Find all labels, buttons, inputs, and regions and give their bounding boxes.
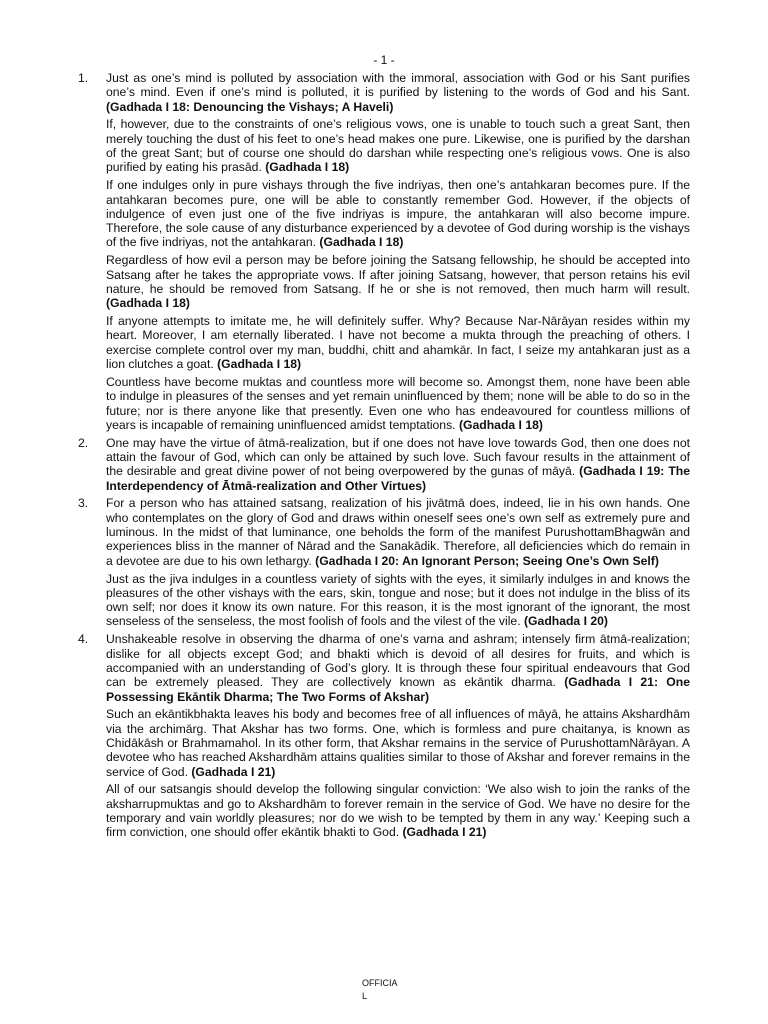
- paragraph-text: Regardless of how evil a person may be before joining the Satsang fellowship, he should be accepted into Satsang after he takes the appropriate vows. If after joining Satsang, however, that person retains his evil nature, he should be removed from Satsang. If he or she is not removed, then much harm will result.: [106, 253, 690, 296]
- reference: (Gadhada I 21): [191, 764, 276, 779]
- paragraph-text: Such an ekāntikbhakta leaves his body and becomes free of all influences of māyā, he attains Akshardhām via the archimārg. That Akshar has two forms. One, which is formless and pure chaitanya, is known as Chidākāsh or Brahmamahol. In its other form, that Akshar remains in the service of PurushottamNārāyan. A devotee who has reached Akshardhām attains qualities similar to those of Akshar and forever remains in the service of God.: [106, 707, 690, 779]
- paragraph: [106, 436, 690, 493]
- footer-line: L: [362, 991, 368, 1001]
- paragraph-text: If anyone attempts to imitate me, he will definitely suffer. Why? Because Nar-Nārāyan resides within my heart. Moreover, I am eternally liberated. I have not become a mukta through the preaching of others. I exercise complete control over my man, buddhi, chitt and ahamkār. In fact, I seize my antahkaran just as a lion clutches a goat.: [106, 314, 690, 372]
- paragraph-text: For a person who has attained satsang, realization of his jivātmā does, indeed, lie in his own hands. One who contemplates on the glory of God and draws within oneself sees one’s own self as extremely pure and luminous. In the midst of that luminance, one beholds the form of the manifest PurushottamBhagwān and experiences bliss in the manner of Nārad and the Sanakādik. Therefore, all deficiencies which do remain in a devotee are due to his own lethargy.: [106, 496, 690, 568]
- reference: (Gadhada I 19: The Interdependency of Ātmā-realization and Other Virtues): [106, 464, 690, 493]
- paragraph-text: If one indulges only in pure vishays through the five indriyas, then one’s antahkaran becomes pure. If the antahkaran becomes pure, one will be able to constantly remember God. However, if the objects of indulgence of even just one of the five indriyas is impure, the antahkaran will also become impure. Therefore, the sole cause of any disturbance experienced by a devotee of God during worship is the vishays of the five indriyas, not the antahkaran.: [106, 178, 690, 250]
- list-item-4: [78, 632, 690, 839]
- paragraph: [106, 71, 690, 114]
- list-item-2: [78, 436, 690, 493]
- paragraph: [106, 782, 690, 839]
- paragraph-text: All of our satsangis should develop the following singular conviction: ‘We also wish to join the ranks of the aksharrupmuktas and go to Akshardhām to forever remain in the service of God. We have no desire for the temporary and vain worldly pleasures; nor do we wish to be tempted by them in any way.’ Keeping such a firm conviction, one should offer ekāntik bhakti to God.: [106, 782, 690, 840]
- paragraph-text: Unshakeable resolve in observing the dharma of one’s varna and ashram; intensely firm ātmā-realization; dislike for all objects except God; and bhakti which is devoid of all desires for fruits, and which is accompanied with an understanding of God’s glory. It is through these four spiritual endeavours that God can be extremely pleased. They are collectively known as ekāntik dharma.: [106, 632, 690, 690]
- footer-classification: [362, 977, 398, 1003]
- reference: (Gadhada I 21): [402, 825, 487, 840]
- paragraph: [106, 496, 690, 567]
- document-body: [78, 71, 690, 843]
- reference: (Gadhada I 18): [319, 235, 404, 250]
- paragraph-text: Just as the jiva indulges in a countless variety of sights with the eyes, it similarly indulges in and knows the pleasures of the other vishays with the ears, skin, tongue and nose; but it does not indulge in the bliss of its own self; nor does it know its own nature. For this reason, it is the most ignorant of the ignorant, the most senseless of the senseless, the most foolish of fools and the vilest of the vile.: [106, 571, 690, 629]
- list-item-1: [78, 71, 690, 432]
- item-number: 1.: [78, 71, 89, 85]
- paragraph-text: One may have the virtue of ātmā-realization, but if one does not have love towards God, then one does not attain the favour of God, which can only be attained by such love. Such favour results in the attainment of the desirable and great divine power of not being overpowered by the gunas of māyā.: [106, 435, 690, 479]
- list-item-3: [78, 496, 690, 628]
- paragraph: [106, 707, 690, 778]
- paragraph-text: Countless have become muktas and countless more will become so. Amongst them, none have been able to indulge in pleasures of the senses and yet remain uninfluenced by them; none will be able to do so in the future; nor is there anyone like that presently. Even one who has endeavoured for countless millions of years is incapable of remaining uninfluenced amidst temptations.: [106, 374, 690, 432]
- reference: (Gadhada I 18: Denouncing the Vishays; A Haveli): [106, 99, 394, 114]
- reference: (Gadhada I 21: One Possessing Ekāntik Dharma; The Two Forms of Akshar): [106, 675, 690, 704]
- reference: (Gadhada I 20): [524, 614, 608, 629]
- paragraph: [106, 314, 690, 371]
- item-number: 4.: [78, 632, 89, 647]
- paragraph: [106, 375, 690, 432]
- page-number: - 1 -: [373, 53, 395, 67]
- reference: (Gadhada I 18): [458, 417, 543, 432]
- reference: (Gadhada I 18): [106, 296, 190, 311]
- paragraph: [106, 117, 690, 174]
- paragraph: [106, 178, 690, 249]
- paragraph-text: If, however, due to the constraints of one’s religious vows, one is unable to touch such a great Sant, then merely touching the dust of his feet to one’s head makes one pure. Likewise, one is purified by the darshan of the great Sant; but of course one should do darshan while respecting one’s religious vows. One is also purified by eating his prasād.: [106, 117, 690, 175]
- footer-line: OFFICIA: [362, 978, 398, 988]
- item-number: 2.: [78, 435, 89, 450]
- paragraph: [106, 253, 690, 310]
- reference: (Gadhada I 20: An Ignorant Person; Seeing One’s Own Self): [315, 553, 659, 568]
- paragraph-text: Just as one’s mind is polluted by association with the immoral, association with God or his Sant purifies one’s mind. Even if one’s mind is polluted, it is purified by listening to the words of God and his Sant.: [106, 71, 690, 100]
- reference: (Gadhada I 18): [265, 160, 350, 175]
- item-number: 3.: [78, 496, 89, 511]
- paragraph: [106, 632, 690, 703]
- reference: (Gadhada I 18): [217, 357, 302, 372]
- paragraph: [106, 572, 690, 629]
